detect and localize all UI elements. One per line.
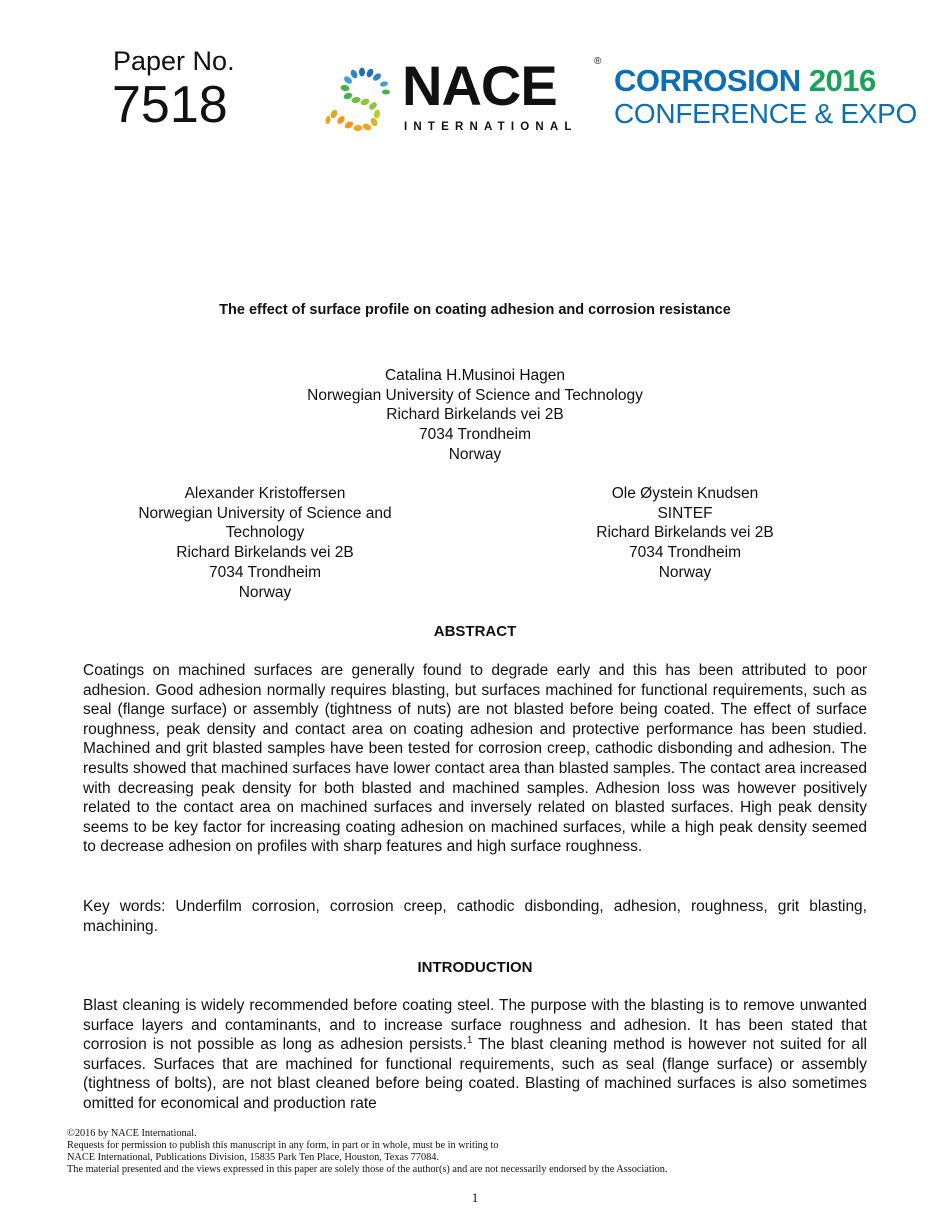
introduction-text: [83, 996, 867, 1114]
conference-year: 2016: [808, 63, 876, 98]
nace-leaf-swirl-icon: [322, 64, 402, 136]
conference-logo: [614, 63, 917, 130]
introduction-heading: INTRODUCTION: [417, 959, 533, 976]
author-main: [0, 366, 950, 465]
registered-mark: ®: [594, 56, 602, 67]
copyright-footer: [67, 1128, 667, 1176]
footer-line: ©2016 by NACE International.: [67, 1128, 197, 1139]
keywords-text: Key words: Underfilm corrosion, corrosion creep, cathodic disbonding, adhesion, roughness, grit blasting, machining.: [83, 898, 867, 935]
author-city: 7034 Trondheim: [208, 563, 322, 581]
author-name: Catalina H.Musinoi Hagen: [384, 367, 566, 384]
footer-line: NACE International, Publications Division, 15835 Park Ten Place, Houston, Texas 77084.: [67, 1152, 439, 1164]
author-address: Richard Birkelands vei 2B: [176, 544, 354, 562]
conference-subtitle: CONFERENCE & EXPO: [614, 98, 917, 129]
author-country: Norway: [238, 583, 292, 601]
footer-line: The material presented and the views expressed in this paper are solely those of the author(s) and are not necessarily endorsed by the Association.: [67, 1164, 668, 1176]
author-address: Richard Birkelands vei 2B: [596, 524, 774, 542]
author-affiliation: SINTEF: [657, 504, 713, 522]
author-city: 7034 Trondheim: [418, 426, 532, 444]
author-country: Norway: [448, 445, 502, 463]
author-right: [565, 484, 805, 583]
abstract-text: Coatings on machined surfaces are generally found to degrade early and this has been attributed to poor adhesion. Good adhesion normally requires blasting, but surfaces machined for functional requirements, such as seal (flange surface) or assembly (tightness of nuts) are not blasted before being coated. The effect of surface roughness, peak density and contact area on coating adhesion and protective performance has been studied. Machined and grit blasted samples have been tested for corrosion creep, cathodic disbonding and adhesion. The results showed that machined surfaces have lower contact area than blasted samples. The contact area increased with decreasing peak density for both blasted and machined samples. Adhesion loss was however positively related to the contact area on machined surfaces and inversely related on blasted surfaces. High peak density seems to be key factor for increasing coating adhesion on machined surfaces, while a high peak density seemed to decrease adhesion on profiles with sharp features and high surface roughness.: [83, 662, 867, 856]
reference-marker[interactable]: 1: [466, 1035, 473, 1047]
author-affiliation-cont: Technology: [225, 524, 305, 542]
author-affiliation: Norwegian University of Science and: [138, 504, 392, 522]
nace-logo: [322, 56, 607, 138]
conference-name: CORROSION: [614, 63, 801, 98]
nace-international-label: INTERNATIONAL: [404, 121, 578, 133]
abstract-heading: ABSTRACT: [433, 623, 517, 640]
nace-wordmark: NACE: [402, 54, 557, 117]
author-affiliation: Norwegian University of Science and Technology: [307, 386, 643, 404]
author-address: Richard Birkelands vei 2B: [386, 406, 564, 424]
author-name: Ole Øystein Knudsen: [611, 485, 759, 502]
page-number: 1: [471, 1190, 479, 1205]
author-name: Alexander Kristoffersen: [184, 485, 346, 502]
author-left: [115, 484, 415, 602]
author-city: 7034 Trondheim: [628, 544, 742, 562]
intro-text-part1: Blast cleaning is widely recommended before coating steel. The purpose with the blasting is to remove unwanted surface layers and contaminants, and to increase surface roughness and adhesion. It has been stated that corrosion is not possible as long as adhesion persists.: [83, 997, 867, 1054]
author-country: Norway: [658, 563, 712, 581]
paper-number-label: Paper No.: [113, 46, 235, 76]
paper-number: 7518: [112, 76, 228, 134]
intro-text-part2: The blast cleaning method is however not suited for all surfaces. Surfaces that are machined for functional requirements, such as seal (flange surface) or assembly (tightness of bolts), are not blast cleaned before being coated. Blasting of machined surfaces is also sometimes omitted for economical and production rate: [83, 1036, 867, 1112]
footer-line: Requests for permission to publish this manuscript in any form, in part or in whole, must be in writing to: [67, 1140, 499, 1152]
paper-title: The effect of surface profile on coating adhesion and corrosion resistance: [219, 302, 731, 318]
